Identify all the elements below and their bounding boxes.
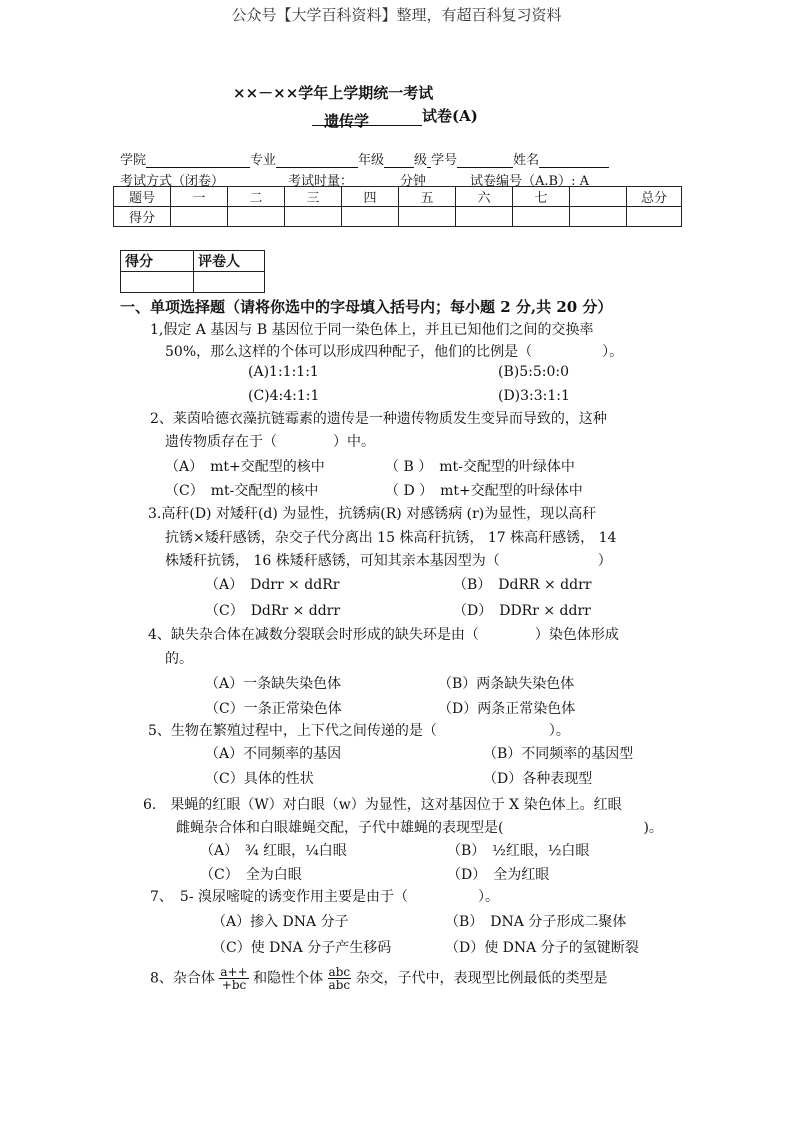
college-label: 学院 <box>120 153 147 168</box>
question-text: 7、 5- 溴尿嘧啶的诱变作用主要是由于（ ）。 <box>150 889 499 905</box>
option-c[interactable]: （C）具体的性状 <box>205 771 314 787</box>
grader-table <box>120 250 265 293</box>
option-a[interactable]: （A）一条缺失染色体 <box>205 676 342 692</box>
student-no-label: 学号 <box>431 153 458 168</box>
table-cell: 二 <box>228 187 285 207</box>
question-text: 1,假定 A 基因与 B 基因位于同一染色体上，并且已知他们之间的交换率 <box>150 322 594 338</box>
question-8 <box>150 966 608 991</box>
grader-name-cell[interactable] <box>194 272 265 293</box>
college-field[interactable] <box>146 152 250 168</box>
grader-score-cell[interactable] <box>121 272 194 293</box>
question-text: 抗锈×矮秆感锈，杂交子代分离出 15 株高秆抗锈， 17 株高秆感锈， 14 <box>165 530 617 546</box>
grader-score-label: 得分 <box>121 251 194 272</box>
question-text: 8、杂合体 <box>150 970 215 987</box>
fraction-numerator: abc <box>328 965 351 979</box>
option-a[interactable]: （A） ¾ 红眼，¼白眼 <box>200 843 347 859</box>
score-input-cell[interactable] <box>228 207 285 227</box>
grader-label: 评卷人 <box>194 251 265 272</box>
option-b[interactable]: （B）两条缺失染色体 <box>438 676 575 692</box>
student-info-line <box>120 149 609 168</box>
option-b[interactable]: （B） DdRR × ddrr <box>453 577 592 593</box>
paper-label: 试卷(A) <box>422 107 478 125</box>
option-b[interactable]: (B)5:5:0:0 <box>498 364 569 380</box>
table-cell: 得分 <box>114 207 171 227</box>
genotype-fraction-heterozygote <box>219 966 248 991</box>
score-input-cell[interactable] <box>399 207 456 227</box>
option-d[interactable]: （D） DDRr × ddrr <box>453 603 591 619</box>
table-cell: 题号 <box>114 187 171 207</box>
question-text: 50%，那么这样的个体可以形成四种配子，他们的比例是（ ）。 <box>165 344 624 360</box>
question-text: 的。 <box>165 651 193 667</box>
option-a[interactable]: (A)1:1:1:1 <box>248 364 319 380</box>
option-c[interactable]: （C）一条正常染色体 <box>205 701 342 717</box>
question-text: 杂交，子代中，表现型比例最低的类型是 <box>355 970 608 987</box>
table-cell <box>570 187 627 207</box>
genotype-fraction-recessive <box>328 966 352 991</box>
fraction-denominator: abc <box>328 978 351 992</box>
page-header: 公众号【大学百科资料】整理，有超百科复习资料 <box>231 6 562 24</box>
minutes-label: 分钟 <box>400 174 427 189</box>
question-text: 遗传物质存在于（ ）中。 <box>165 434 375 450</box>
score-table <box>113 186 682 227</box>
table-cell: 一 <box>171 187 228 207</box>
question-text: 6. 果蝇的红眼（W）对白眼（w）为显性，这对基因位于 X 染色体上。红眼 <box>143 797 622 813</box>
grade-field[interactable] <box>384 152 414 168</box>
option-b[interactable]: （B） DNA 分子形成二聚体 <box>445 914 627 930</box>
question-text: 和隐性个体 <box>253 970 324 987</box>
name-field[interactable] <box>539 152 609 168</box>
fraction-numerator: a++ <box>220 965 248 979</box>
class-label: 级 <box>414 153 428 168</box>
grade-label: 年级 <box>358 153 385 168</box>
option-a[interactable]: （A） Ddrr × ddRr <box>205 577 340 593</box>
option-b[interactable]: （B） ½红眼，½白眼 <box>447 843 590 859</box>
score-table-header-row <box>114 187 682 207</box>
option-d[interactable]: (D)3:3:1:1 <box>498 388 570 404</box>
student-no-field[interactable] <box>457 152 513 168</box>
exam-mode: 考试方式（闭卷） <box>120 174 225 189</box>
option-d[interactable]: （D）两条正常染色体 <box>438 701 576 717</box>
exam-time-label: 考试时量： <box>288 174 354 189</box>
table-cell: 三 <box>285 187 342 207</box>
option-a[interactable]: （A）掺入 DNA 分子 <box>212 914 349 930</box>
option-b[interactable]: （B）不同频率的基因型 <box>483 746 634 762</box>
option-c[interactable]: （C） 全为白眼 <box>200 867 302 883</box>
major-field[interactable] <box>276 152 358 168</box>
fraction-denominator: +bc <box>221 978 247 992</box>
score-input-cell[interactable] <box>627 207 682 227</box>
score-input-cell[interactable] <box>570 207 627 227</box>
subject-name: 遗传学 <box>324 110 384 126</box>
score-input-cell[interactable] <box>171 207 228 227</box>
table-cell: 六 <box>456 187 513 207</box>
option-d[interactable]: （D） 全为红眼 <box>447 867 550 883</box>
table-cell: 四 <box>342 187 399 207</box>
major-label: 专业 <box>250 153 277 168</box>
exam-subtitle <box>312 105 478 130</box>
question-text: 雌蝇杂合体和白眼雄蝇交配，子代中雄蝇的表现型是( )。 <box>176 820 663 836</box>
section-title: 一、单项选择题（请将你选中的字母填入括号内；每小题 2 分,共 20 分） <box>120 298 613 316</box>
score-table-score-row <box>114 207 682 227</box>
table-cell: 五 <box>399 187 456 207</box>
option-c[interactable]: （C） mt-交配型的核中 <box>165 483 319 499</box>
option-c[interactable]: （C）使 DNA 分子产生移码 <box>212 940 392 956</box>
option-b[interactable]: （ B ） mt-交配型的叶绿体中 <box>385 459 575 475</box>
option-d[interactable]: （D）各种表现型 <box>483 771 593 787</box>
paper-code: 试卷编号（A.B）: A <box>470 174 589 189</box>
score-input-cell[interactable] <box>342 207 399 227</box>
score-input-cell[interactable] <box>513 207 570 227</box>
exam-title: ××－××学年上学期统一考试 <box>233 84 434 102</box>
score-input-cell[interactable] <box>285 207 342 227</box>
option-c[interactable]: (C)4:4:1:1 <box>248 388 320 404</box>
option-a[interactable]: （A）不同频率的基因 <box>205 746 342 762</box>
option-a[interactable]: （A） mt+交配型的核中 <box>165 459 325 475</box>
question-text: 5、生物在繁殖过程中，上下代之间传递的是（ ）。 <box>148 723 570 739</box>
question-text: 3.高秆(D) 对矮秆(d) 为显性，抗锈病(R) 对感锈病 (r)为显性，现以高秆 <box>148 506 597 522</box>
question-text: 4、缺失杂合体在减数分裂联会时形成的缺失环是由（ ）染色体形成 <box>148 627 619 643</box>
question-text: 2、莱茵哈德衣藻抗链霉素的遗传是一种遗传物质发生变异而导致的，这种 <box>150 411 607 427</box>
option-d[interactable]: （D）使 DNA 分子的氢键断裂 <box>445 940 639 956</box>
option-d[interactable]: （ D ） mt+交配型的叶绿体中 <box>385 483 583 499</box>
table-cell: 七 <box>513 187 570 207</box>
question-text: 株矮秆抗锈， 16 株矮秆感锈，可知其亲本基因型为（ ） <box>165 553 612 569</box>
score-input-cell[interactable] <box>456 207 513 227</box>
option-c[interactable]: （C） DdRr × ddrr <box>205 603 341 619</box>
name-label: 姓名 <box>513 153 540 168</box>
table-cell: 总分 <box>627 187 682 207</box>
